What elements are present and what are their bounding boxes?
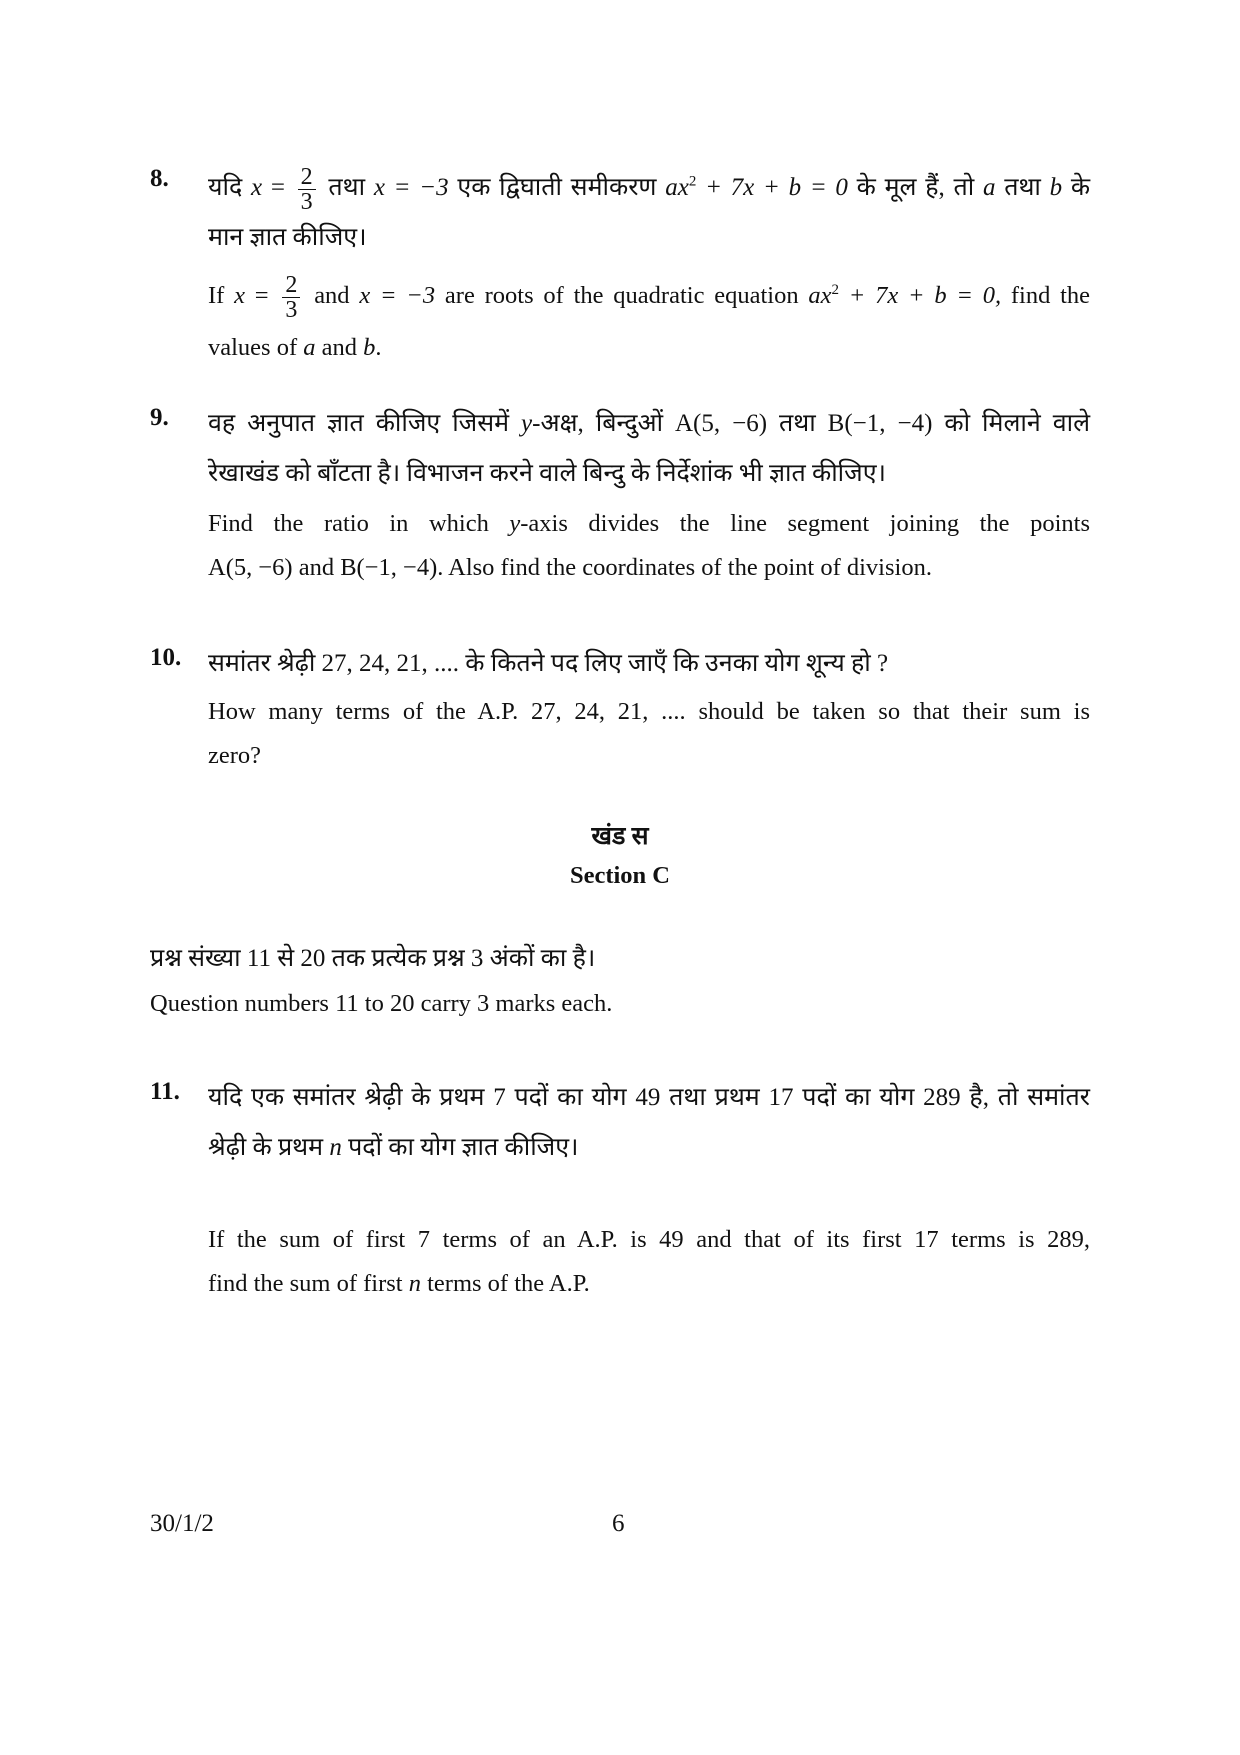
page-number: 6 — [612, 1510, 625, 1537]
section-note-english: Question numbers 11 to 20 carry 3 marks each. — [150, 990, 613, 1017]
question-8-hindi-line-1: यदि x = $\frac{2}{3}$ तथा x = −3 एक द्विघाती समीकरण $ax^2 + 7x + b = 0$ के मूल हैं, तो a तथा b के — [208, 163, 1091, 215]
question-8-hindi-line-2: मान ज्ञात कीजिए। — [208, 224, 367, 251]
question-9-english-line-2: A(5, −6) and B(−1, −4). Also find the coordinates of the point of division. — [208, 554, 932, 581]
question-11-english-line-2: find the sum of first n terms of the A.P. — [208, 1270, 590, 1297]
question-9-hindi-line-1: वह अनुपात ज्ञात कीजिए जिसमें y-अक्ष, बिन्दुओं A(5, −6) तथा B(−1, −4) को मिलाने वाले — [208, 410, 1091, 437]
section-title-english: Section C — [569, 862, 671, 889]
question-11-hindi-line-1: यदि एक समांतर श्रेढ़ी के प्रथम 7 पदों का योग 49 तथा प्रथम 17 पदों का योग 289 है, तो समांतर — [208, 1084, 1090, 1111]
question-9-english-line-1: Find the ratio in which y-axis divides the line segment joining the points — [208, 510, 1090, 537]
question-10-english-line-2: zero? — [208, 742, 262, 769]
question-11 — [150, 1072, 1090, 1306]
question-9-hindi-line-2: रेखाखंड को बाँटता है। विभाजन करने वाले बिन्दु के निर्देशांक भी ज्ञात कीजिए। — [208, 460, 887, 487]
question-9 — [150, 398, 1090, 590]
question-8-english-line-2: values of a and b. — [208, 334, 382, 361]
section-title-hindi: खंड स — [591, 823, 649, 850]
question-10-english-line-1: How many terms of the A.P. 27, 24, 21, .... should be taken so that their sum is — [208, 698, 1090, 725]
question-number: 10. — [150, 644, 182, 671]
question-11-hindi-line-2: श्रेढ़ी के प्रथम n पदों का योग ज्ञात कीजिए। — [208, 1134, 579, 1161]
section-note-hindi: प्रश्न संख्या 11 से 20 तक प्रत्येक प्रश्न 3 अंकों का है। — [150, 945, 596, 972]
question-10-hindi-line-1: समांतर श्रेढ़ी 27, 24, 21, .... के कितने पद लिए जाएँ कि उनका योग शून्य हो ? — [208, 650, 889, 677]
question-number: 8. — [150, 165, 169, 192]
question-number: 11. — [150, 1078, 180, 1105]
question-8 — [150, 160, 1090, 370]
paper-code: 30/1/2 — [150, 1510, 214, 1537]
question-8-english-line-1: If x = $\frac{2}{3}$ and x = −3 are roots of the quadratic equation $ax^2 + 7x + b = 0$, find the — [208, 271, 1091, 323]
question-10 — [150, 638, 1090, 778]
question-11-english-line-1: If the sum of first 7 terms of an A.P. is 49 and that of its first 17 terms is 289, — [208, 1226, 1090, 1253]
question-number: 9. — [150, 404, 169, 431]
fraction-two-thirds: $\frac{2}{3}$ — [282, 273, 300, 322]
fraction-two-thirds: $\frac{2}{3}$ — [298, 165, 316, 214]
